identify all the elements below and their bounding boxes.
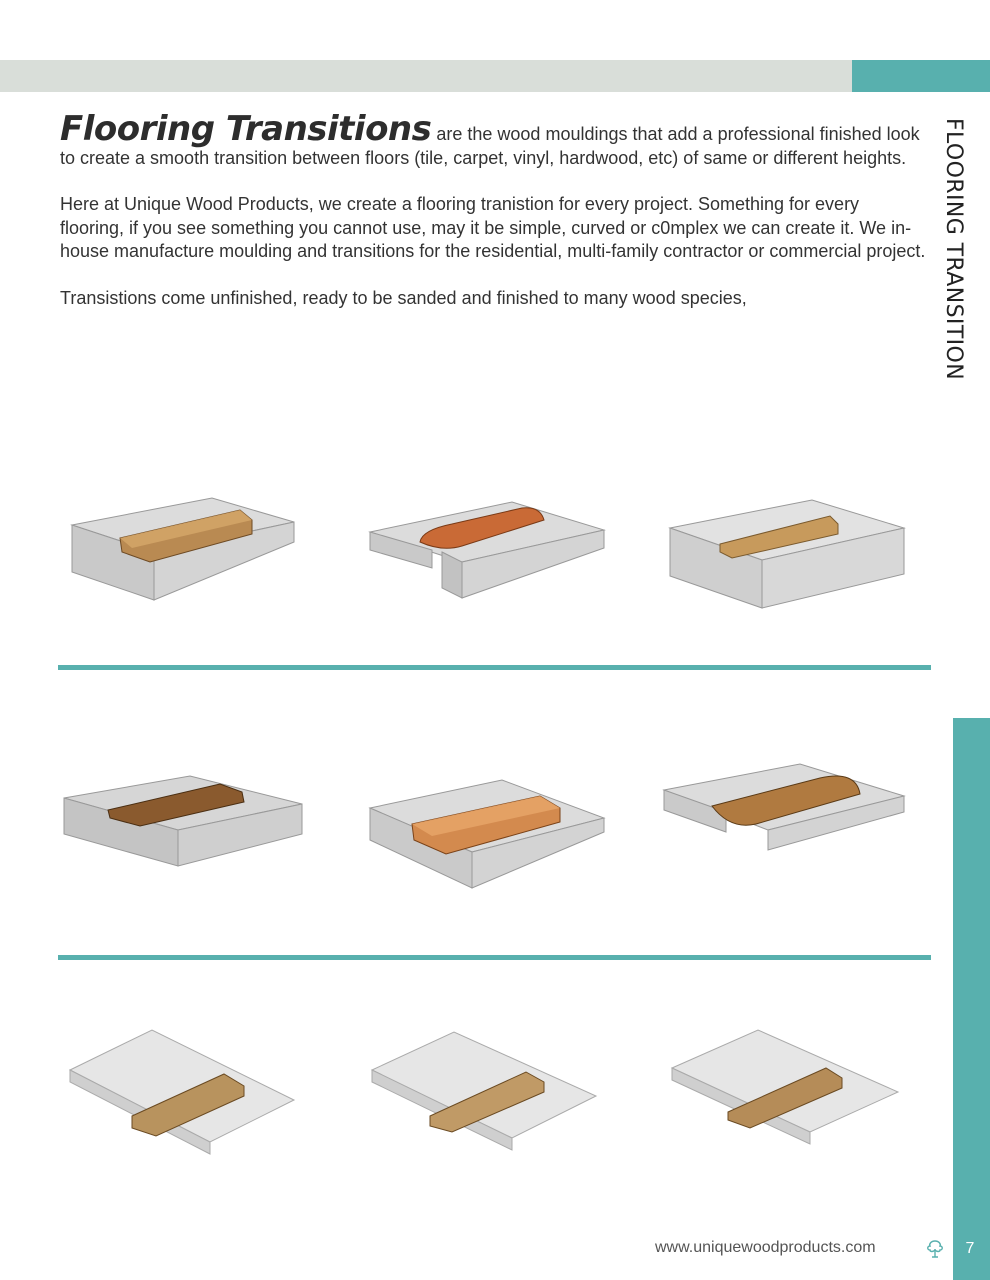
header-band [0, 60, 852, 92]
flat-saddle-transition-icon [60, 1020, 310, 1160]
header-accent-tab [852, 60, 990, 92]
intro-paragraph-1 [60, 109, 928, 170]
bevel-saddle-transition-icon [362, 1020, 612, 1160]
section-divider-2 [58, 955, 931, 960]
intro-paragraph-3: Transistions come unfinished, ready to be sanded and finished to many wood species, [60, 287, 747, 308]
page-title: Flooring Transitions [60, 109, 432, 149]
side-accent-bar [953, 718, 990, 1280]
stair-nose-transition-icon [60, 770, 310, 910]
reducer-transition-icon [62, 480, 312, 620]
section-divider-1 [58, 665, 931, 670]
intro-paragraph-2: Here at Unique Wood Products, we create a flooring tranistion for every project. Something for every flooring, if you see something you cannot use, may it be simple, curved or c0mplex we can create it. We in-house manufacture moulding and transitions for the residential, multi-family contractor or commercial project. [60, 194, 926, 261]
intro-text [60, 109, 928, 333]
flush-reducer-transition-icon [662, 480, 912, 620]
tree-logo-icon [924, 1238, 946, 1260]
section-side-title: FLOORING TRANSITION [941, 118, 966, 381]
threshold-transition-icon [362, 770, 612, 910]
footer-url[interactable]: www.uniquewoodproducts.com [655, 1239, 876, 1256]
t-molding-transition-icon [362, 480, 612, 620]
flush-saddle-transition-icon [662, 1020, 912, 1160]
intro-lead-rest: are the wood mouldings that add a professional finished look to create a smooth transition between floors (tile, carpet, vinyl, hardwood, etc) of same or different heights. [60, 124, 920, 168]
baby-threshold-transition-icon [660, 760, 910, 900]
page-number: 7 [965, 1240, 975, 1257]
